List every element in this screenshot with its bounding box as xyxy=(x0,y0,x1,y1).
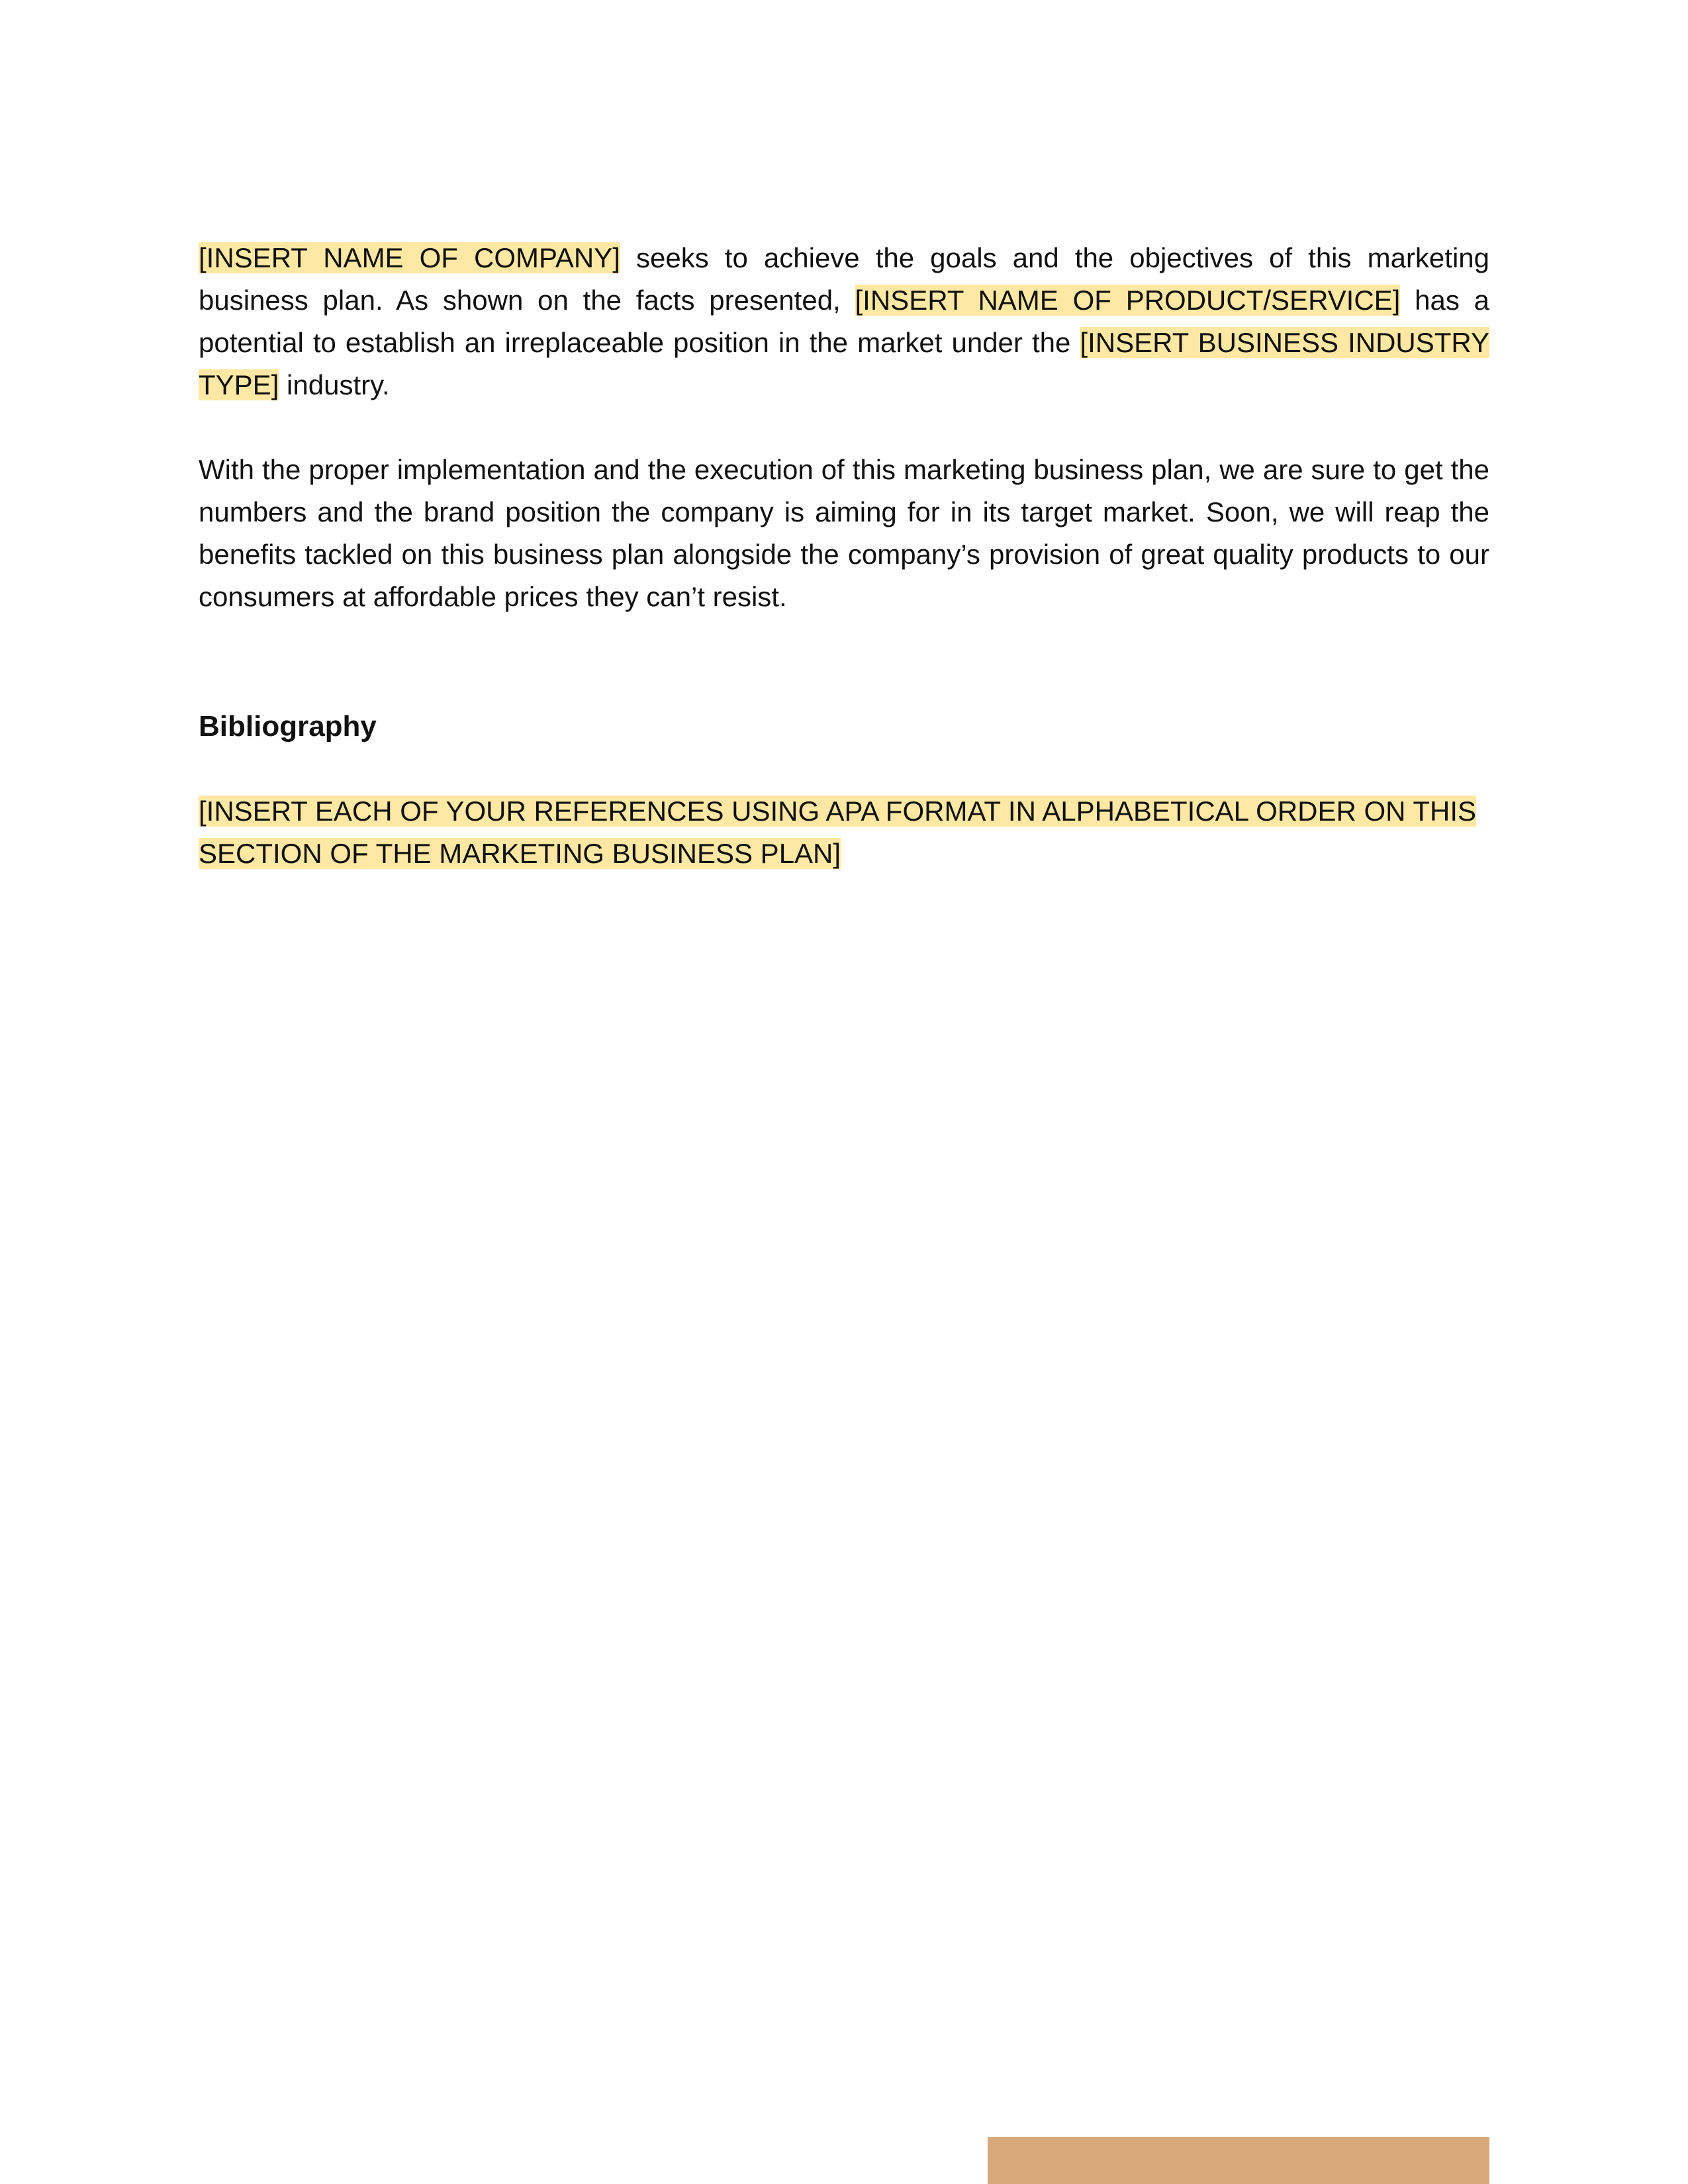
references-placeholder[interactable]: [INSERT EACH OF YOUR REFERENCES USING APA FORMAT IN ALPHABETICAL ORDER ON THIS SECTION OF THE MARKETING BUSINESS PLAN] xyxy=(199,796,1477,869)
document-body xyxy=(199,237,1489,875)
conclusion-paragraph-1 xyxy=(199,237,1489,406)
bibliography-placeholder-paragraph xyxy=(199,790,1489,875)
paragraph-text: has a potential to establish an irreplaceable position in the market under the xyxy=(199,285,1489,358)
product-name-placeholder[interactable]: [INSERT NAME OF PRODUCT/SERVICE] xyxy=(855,285,1401,316)
footer-accent-bar xyxy=(988,2137,1489,2184)
conclusion-paragraph-2: With the proper implementation and the execution of this marketing business plan, we are sure to get the numbers and the brand position the company is aiming for in its target market. Soon, we will reap the benefits tackled on this business plan alongside the company’s provision of great quality products to our consumers at affordable prices they can’t resist. xyxy=(199,454,1489,612)
bibliography-heading: Bibliography xyxy=(199,710,377,743)
paragraph-text: seeks to achieve the goals and the objectives of this marketing business plan. As shown on the facts presented, xyxy=(199,242,1489,316)
company-name-placeholder[interactable]: [INSERT NAME OF COMPANY] xyxy=(199,242,620,273)
paragraph-text: industry. xyxy=(279,369,390,400)
industry-type-placeholder[interactable]: [INSERT BUSINESS INDUSTRY TYPE] xyxy=(199,327,1489,400)
